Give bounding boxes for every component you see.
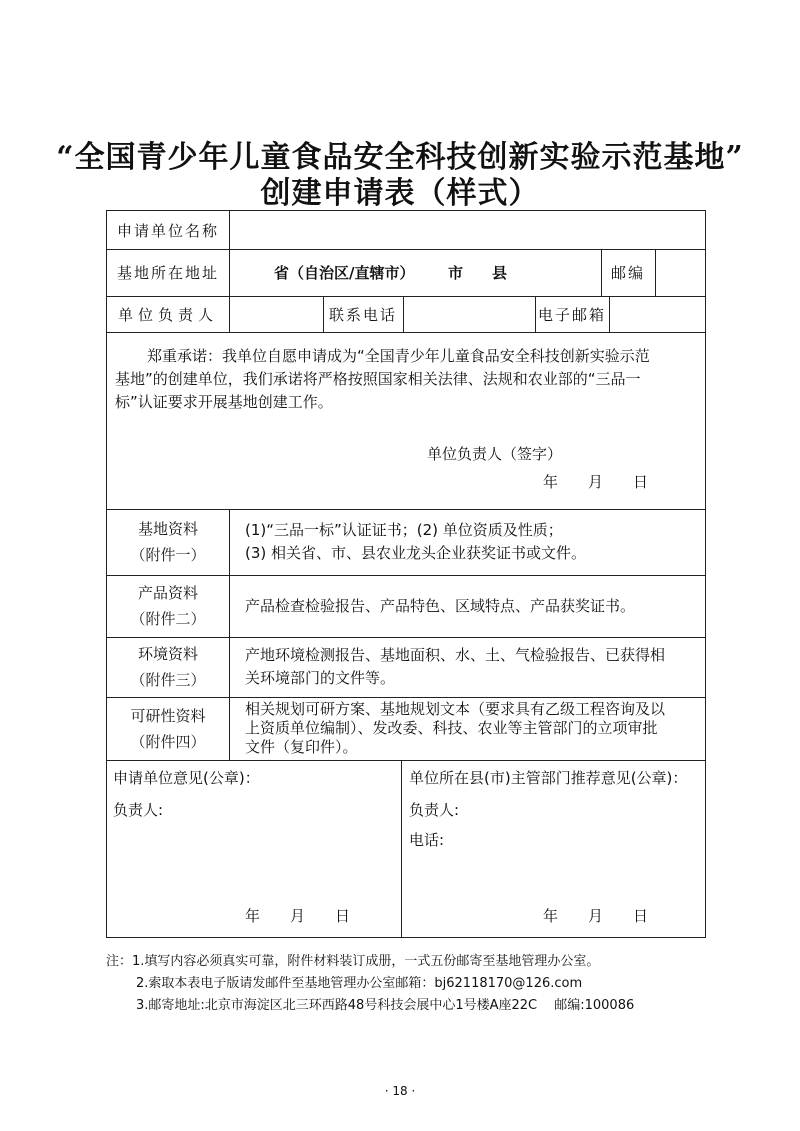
attachment-3-heading (107, 637, 229, 697)
base-address-field[interactable] (230, 249, 601, 296)
commitment-text-line-3: 标”认证要求开展基地创建工作。 (115, 393, 333, 411)
attachment-4-sub: （附件四） (130, 732, 206, 751)
attachment-1-line-1: (1)“三品一标”认证证书；(2) 单位资质及性质； (245, 521, 563, 539)
column-divider (401, 760, 402, 937)
contact-phone-field[interactable] (404, 296, 535, 332)
attachment-1-title: 基地资料 (137, 520, 198, 538)
attachment-2-sub: （附件二） (130, 610, 206, 628)
attachment-3-sub: （附件三） (130, 671, 206, 689)
attachment-4-heading (107, 697, 229, 760)
unit-leader-field[interactable] (230, 296, 323, 332)
attachment-2-title: 产品资料 (137, 584, 198, 602)
applicant-name-field[interactable] (230, 211, 705, 249)
base-address-label: 基地所在地址 (116, 264, 219, 282)
province-label: 省（自治区/直辖市） (274, 264, 415, 282)
note-line-1: 注：1.填写内容必须真实可靠，附件材料装订成册，一式五份邮寄至基地管理办公室。 (106, 954, 600, 969)
form-title-line-1: “全国青少年儿童食品安全科技创新实验示范基地” (56, 140, 744, 175)
application-form-table (106, 210, 706, 938)
attachment-2-line-1: 产品检查检验报告、产品特色、区域特点、产品获奖证书。 (245, 596, 636, 615)
attachment-2-content (245, 575, 695, 637)
attachment-1-line-2: (3) 相关省、市、县农业龙头企业获奖证书或文件。 (245, 544, 587, 562)
applicant-opinion-title: 申请单位意见(公章)： (113, 769, 260, 787)
note-line-3: 3.邮寄地址:北京市海淀区北三环西路48号科技会展中心1号楼A座22C 邮编:100086 (136, 998, 635, 1013)
attachment-3-title: 环境资料 (137, 645, 198, 663)
attachment-3-content (245, 637, 695, 697)
attachment-4-line-3: 文件（复印件）。 (245, 738, 358, 756)
applicant-opinion-date: 年 月 日 (245, 907, 351, 925)
attachment-1-content (245, 509, 695, 575)
commitment-text-line-2: 基地”的创建单位，我们承诺将严格按照国家相关法律、法规和农业部的“三品一 (115, 370, 641, 388)
leader-signature-label: 单位负责人（签字） (427, 445, 563, 463)
attachment-4-line-2: 上资质单位编制）、发改委、科技、农业等主管部门的立项审批 (245, 719, 658, 737)
row-divider (107, 332, 705, 333)
authority-opinion-phone: 电话: (409, 831, 445, 849)
attachment-4-title: 可研性资料 (130, 706, 206, 725)
attachment-2-heading (107, 575, 229, 637)
note-line-2: 2.索取本表电子版请发邮件至基地管理办公室邮箱：bj62118170@126.com (136, 976, 583, 991)
row-divider (107, 760, 705, 761)
postcode-field[interactable] (656, 249, 705, 296)
email-label: 电子邮箱 (537, 305, 606, 324)
applicant-opinion-person: 负责人: (113, 801, 164, 819)
authority-opinion-person: 负责人: (409, 801, 460, 819)
attachment-1-sub: （附件一） (130, 546, 206, 564)
unit-leader-label: 单位负责人 (117, 305, 218, 324)
column-divider (229, 509, 230, 760)
authority-opinion-date: 年 月 日 (543, 907, 649, 925)
attachment-4-content (245, 697, 695, 760)
page-number: · 18 · (384, 1084, 416, 1098)
attachment-1-heading (107, 509, 229, 575)
contact-phone-label: 联系电话 (328, 305, 397, 324)
attachment-3-line-2: 关环境部门的文件等。 (245, 669, 396, 687)
commitment-text-line-1: 郑重承诺：我单位自愿申请成为“全国青少年儿童食品安全科技创新实验示范 (147, 347, 650, 365)
county-label: 县 (492, 264, 508, 282)
city-label: 市 (448, 264, 464, 282)
form-title-line-2: 创建申请表（样式） (260, 176, 540, 211)
email-field[interactable] (610, 296, 705, 332)
postcode-label: 邮编 (610, 264, 645, 282)
applicant-name-label: 申请单位名称 (116, 221, 219, 240)
attachment-4-line-1: 相关规划可研方案、基地规划文本（要求具有乙级工程咨询及以 (245, 700, 666, 718)
attachment-3-line-1: 产地环境检测报告、基地面积、水、土、气检验报告、已获得相 (245, 646, 666, 664)
commitment-date: 年 月 日 (543, 473, 649, 491)
authority-opinion-title: 单位所在县(市)主管部门推荐意见(公章)： (409, 769, 688, 787)
